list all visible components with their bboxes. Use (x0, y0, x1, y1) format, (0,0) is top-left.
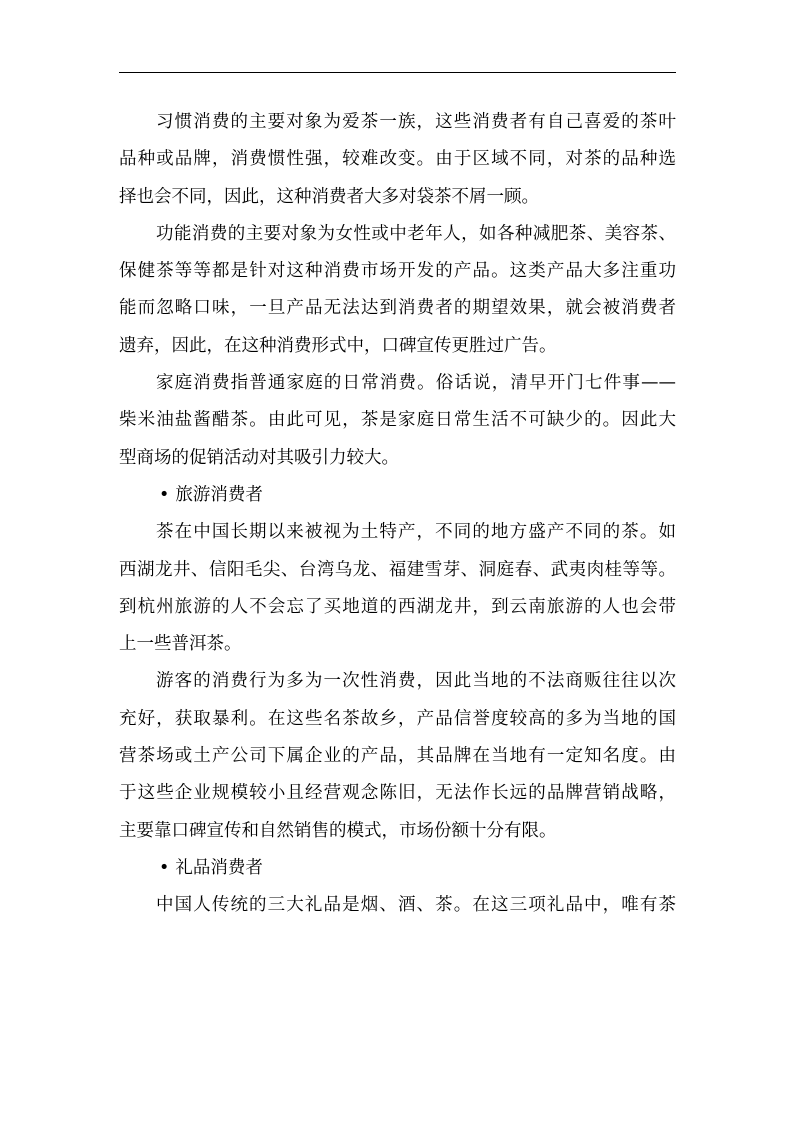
section-heading-tourist-consumers (119, 477, 676, 514)
text-line: 能而忽略口味，一旦产品无法达到消费者的期望效果，就会被消费者 (119, 298, 676, 319)
header-rule (119, 72, 676, 73)
paragraph-habitual-consumption (119, 104, 676, 216)
text-line: 西湖龙井、信阳毛尖、台湾乌龙、福建雪芽、洞庭春、武夷肉桂等等。 (119, 559, 676, 580)
text-line: 中国人传统的三大礼品是烟、酒、茶。在这三项礼品中，唯有茶 (156, 895, 676, 916)
text-line: 型商场的促销活动对其吸引力较大。 (119, 447, 399, 468)
paragraph-tea-specialties (119, 514, 676, 663)
text-line: 功能消费的主要对象为女性或中老年人，如各种减肥茶、美容茶、 (156, 223, 676, 244)
text-line: 主要靠口碑宣传和自然销售的模式，市场份额十分有限。 (119, 820, 557, 841)
heading-text: 礼品消费者 (175, 857, 263, 878)
text-line: 遗弃，因此，在这种消费形式中，口碑宣传更胜过广告。 (119, 335, 557, 356)
text-line: 于这些企业规模较小且经营观念陈旧，无法作长远的品牌营销战略， (119, 783, 676, 804)
text-line: 茶在中国长期以来被视为土特产，不同的地方盛产不同的茶。如 (156, 522, 676, 543)
text-line: 游客的消费行为多为一次性消费，因此当地的不法商贩往往以次 (156, 671, 676, 692)
paragraph-gift-consumption (119, 887, 676, 924)
text-line: 上一些普洱茶。 (119, 634, 242, 655)
text-line: 品种或品牌，消费惯性强，较难改变。由于区域不同，对茶的品种选 (119, 149, 676, 170)
text-line: 保健茶等等都是针对这种消费市场开发的产品。这类产品大多注重功 (119, 261, 676, 282)
heading-text: 旅游消费者 (175, 484, 263, 505)
paragraph-household-consumption (119, 365, 676, 477)
text-line: 到杭州旅游的人不会忘了买地道的西湖龙井，到云南旅游的人也会带 (119, 596, 676, 617)
document-body (119, 104, 676, 925)
bullet-icon: • (159, 857, 170, 878)
section-heading-gift-consumers (119, 850, 676, 887)
text-line: 充好，获取暴利。在这些名茶故乡，产品信誉度较高的多为当地的国 (119, 708, 676, 729)
text-line: 柴米油盐酱醋茶。由此可见，茶是家庭日常生活不可缺少的。因此大 (119, 410, 676, 431)
paragraph-tourist-behavior (119, 663, 676, 849)
text-line: 营茶场或土产公司下属企业的产品，其品牌在当地有一定知名度。由 (119, 746, 676, 767)
paragraph-functional-consumption (119, 216, 676, 365)
bullet-icon: • (159, 484, 170, 505)
text-line: 习惯消费的主要对象为爱茶一族，这些消费者有自己喜爱的茶叶 (156, 112, 676, 132)
text-line: 家庭消费指普通家庭的日常消费。俗话说，清早开门七件事—— (156, 373, 676, 394)
text-line: 择也会不同，因此，这种消费者大多对袋茶不屑一顾。 (119, 186, 539, 207)
